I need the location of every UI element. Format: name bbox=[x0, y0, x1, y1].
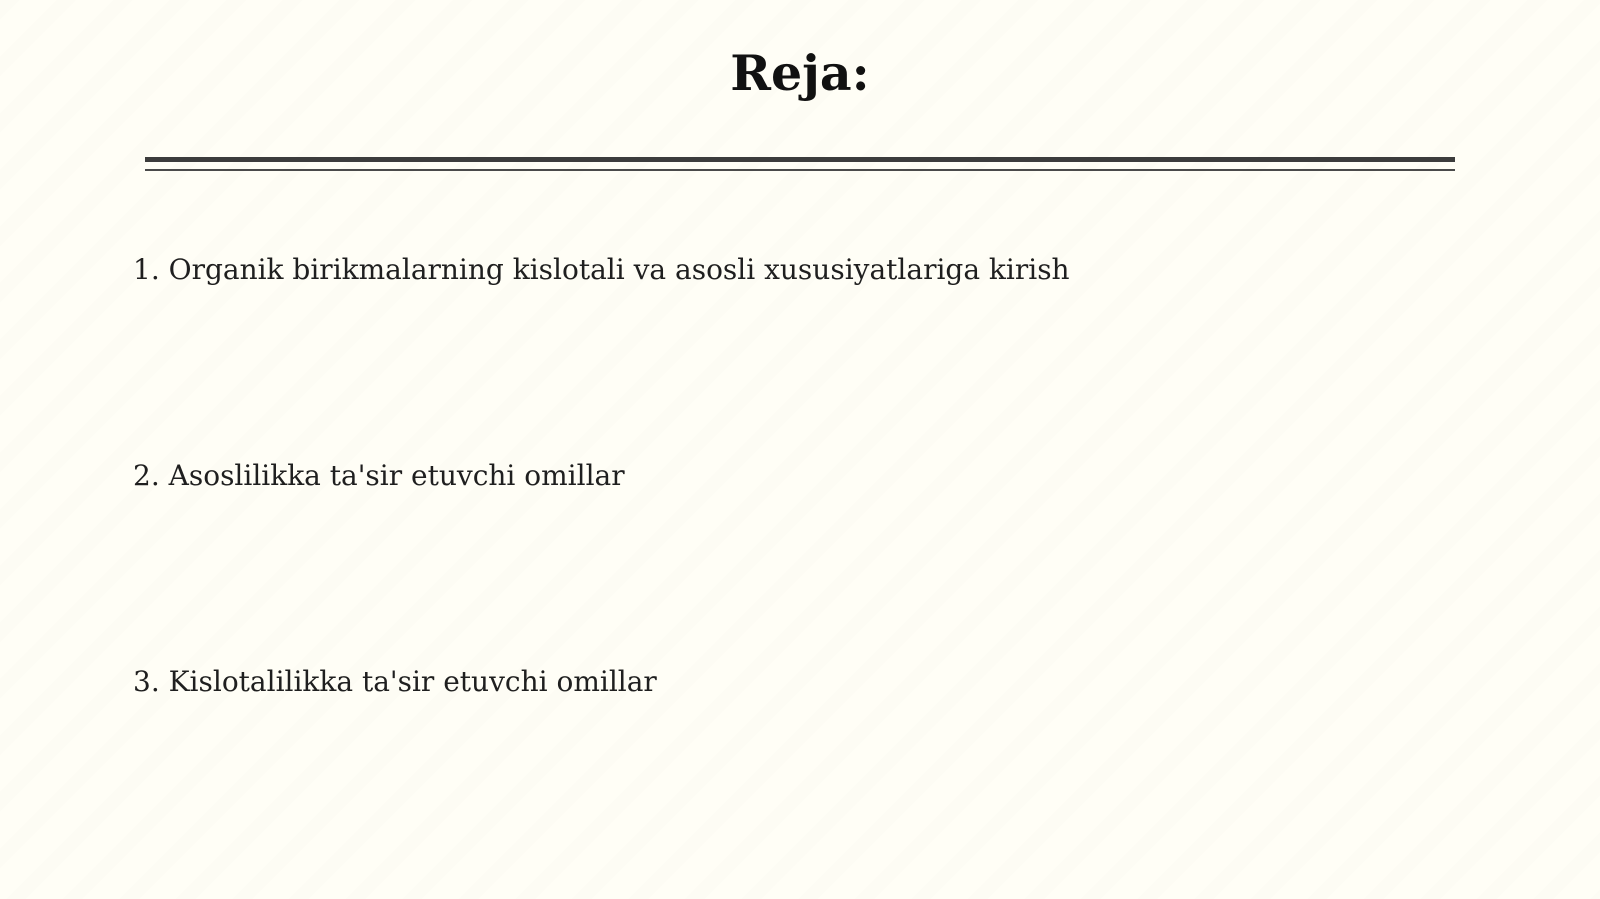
plan-item-3: 3. Kislotalilikka ta'sir etuvchi omillar bbox=[133, 665, 657, 698]
slide-title: Reja: bbox=[730, 44, 870, 102]
plan-item-1: 1. Organik birikmalarning kislotali va asosli xususiyatlariga kirish bbox=[133, 253, 1070, 286]
title-divider-thick bbox=[145, 157, 1455, 162]
plan-item-2: 2. Asoslilikka ta'sir etuvchi omillar bbox=[133, 459, 625, 492]
title-divider-thin bbox=[145, 169, 1455, 171]
